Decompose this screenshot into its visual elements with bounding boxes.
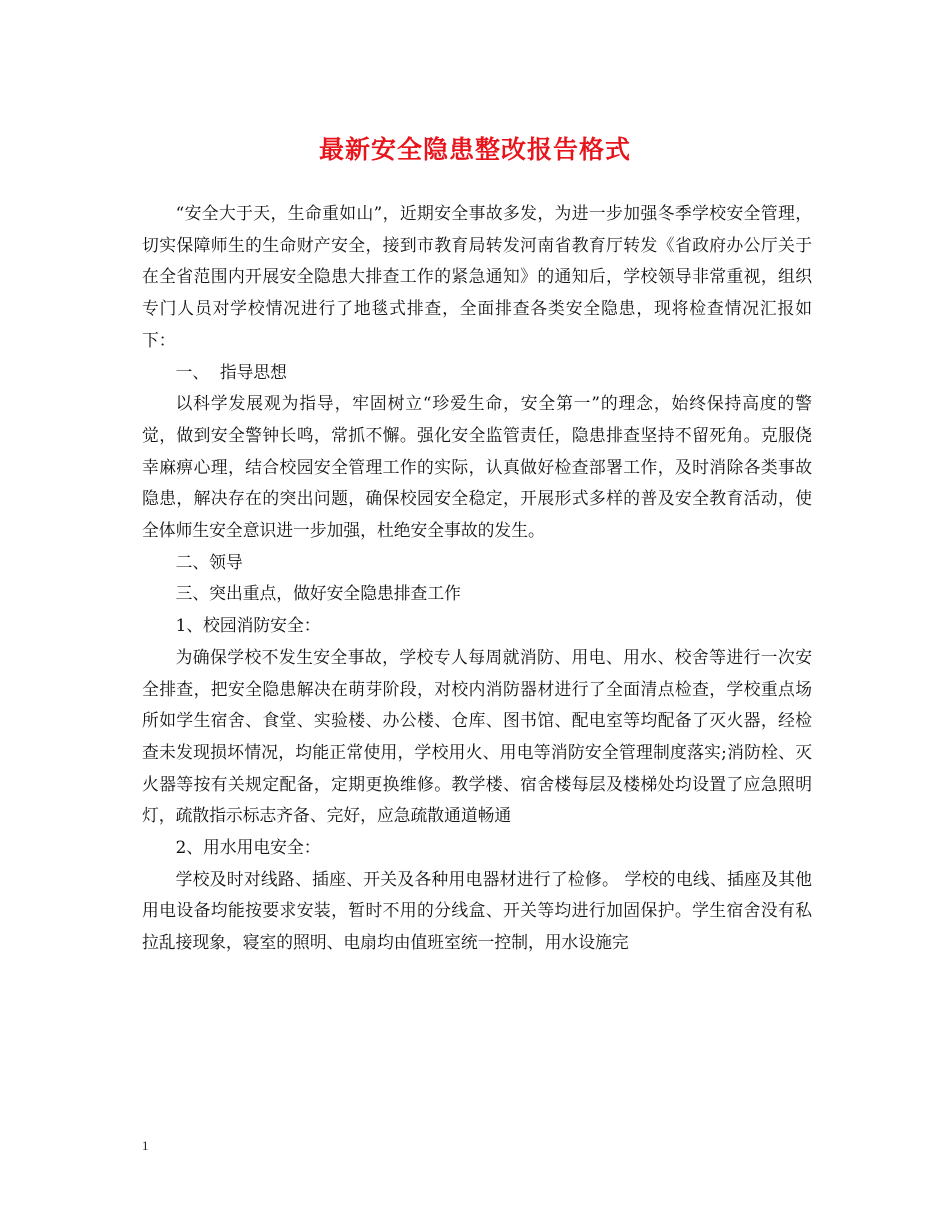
page-number: 1 [142,1138,149,1153]
subsection-heading-fire-safety: 1、校园消防安全： [175,615,321,636]
fire-safety-paragraph: 为确保学校不发生安全事故，学校专人每周就消防、用电、用水、校舍等进行一次安全排查，把安全隐患解决在萌芽阶段，对校内消防器材进行了全面清点检查，学校重点场所如学生宿舍、食堂、实验楼、办公楼、仓库、图书馆、配电室等均配备了灭火器，经检查未发现损坏情况，均能正常使用，学校用火、用电等消防安全管理制度落实;消防栓、灭火器等按有关规定配备，定期更换维修。教学楼、宿舍楼每层及楼梯处均设置了应急照明灯，疏散指示标志齐备、完好，应急疏散通道畅通 [142,646,812,826]
section-heading-leadership: 二、领导 [175,551,243,572]
section-heading-key-points: 三、突出重点，做好安全隐患排查工作 [175,583,461,604]
water-electric-safety-paragraph: 学校及时对线路、插座、开关及各种用电器材进行了检修。 学校的电线、插座及其他用电设备均能按要求安装，暂时不用的分线盒、开关等均进行加固保护。学生宿舍没有私拉乱接现象，寝室的照明、电扇均由值班室统一控制，用水设施完 [142,868,812,953]
document-title: 最新安全隐患整改报告格式 [318,135,631,164]
subsection-heading-water-electric-safety: 2、用水用电安全： [175,837,321,858]
guiding-ideology-paragraph: 以科学发展观为指导，牢固树立“珍爱生命，安全第一”的理念，始终保持高度的警觉，做到安全警钟长鸣，常抓不懈。强化安全监管责任，隐患排查坚持不留死角。克服侥幸麻痹心理，结合校园安全管理工作的实际，认真做好检查部署工作，及时消除各类事故隐患，解决存在的突出问题，确保校园安全稳定，开展形式多样的普及安全教育活动，使全体师生安全意识进一步加强，杜绝安全事故的发生。 [142,393,812,541]
intro-paragraph: “安全大于天，生命重如山”，近期安全事故多发，为进一步加强冬季学校安全管理，切实保障师生的生命财产安全，接到市教育局转发河南省教育厅转发《省政府办公厅关于在全省范围内开展安全隐患大排查工作的紧急通知》的通知后，学校领导非常重视，组织专门人员对学校情况进行了地毯式排查，全面排查各类安全隐患，现将检查情况汇报如下： [142,203,812,350]
document-body [142,198,812,959]
section-heading-guiding-ideology: 一、 指导思想 [175,361,287,382]
